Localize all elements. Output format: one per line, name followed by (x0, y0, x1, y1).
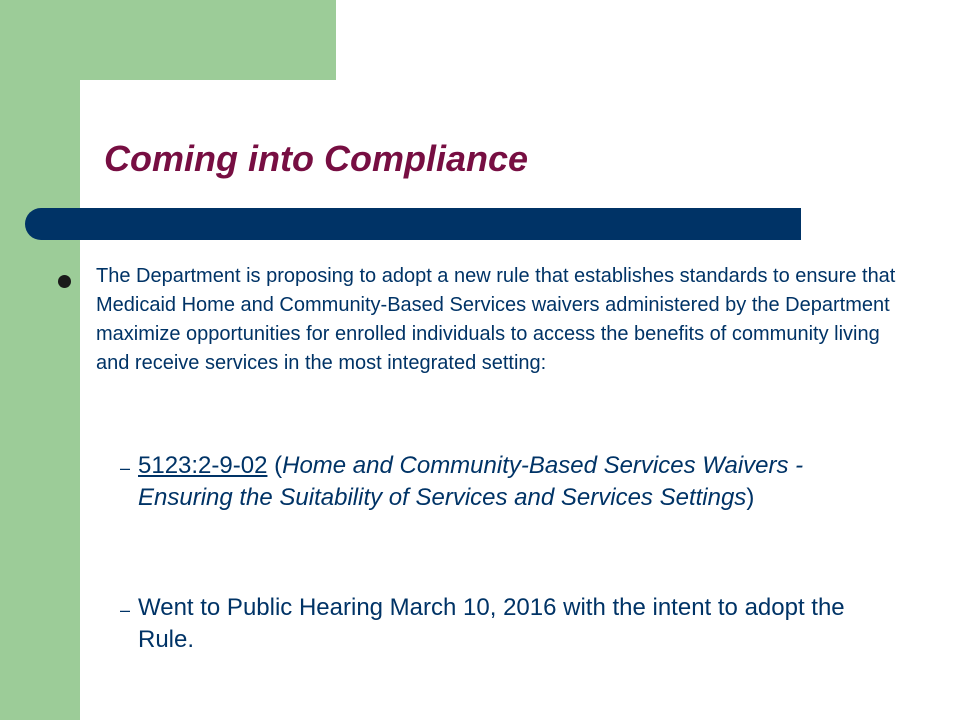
dash-icon: – (120, 458, 131, 478)
rule-link[interactable]: 5123:2-9-02 (138, 452, 268, 479)
top-accent-block (80, 0, 336, 80)
left-accent-bar (0, 0, 80, 720)
dash-icon: – (120, 600, 131, 620)
main-bullet-text: The Department is proposing to adopt a new rule that establishes standards to ensure that Medicaid Home and Community-Based Services waivers administered by the Department maximize opportunities for enrolled individuals to access the benefits of community living and receive services in the most integrated setting: (96, 265, 896, 374)
bullet-icon (58, 275, 71, 288)
paren-close: ) (746, 484, 755, 511)
paren-open: ( (267, 452, 283, 479)
title-divider-bar (25, 208, 801, 240)
sub-item-hearing: Went to Public Hearing March 10, 2016 with the intent to adopt the Rule. (138, 594, 845, 653)
rule-description: Home and Community-Based Services Waivers - Ensuring the Suitability of Services and Services Settings (138, 452, 804, 511)
sub-item-rule (138, 450, 898, 514)
slide-title: Coming into Compliance (104, 138, 529, 179)
